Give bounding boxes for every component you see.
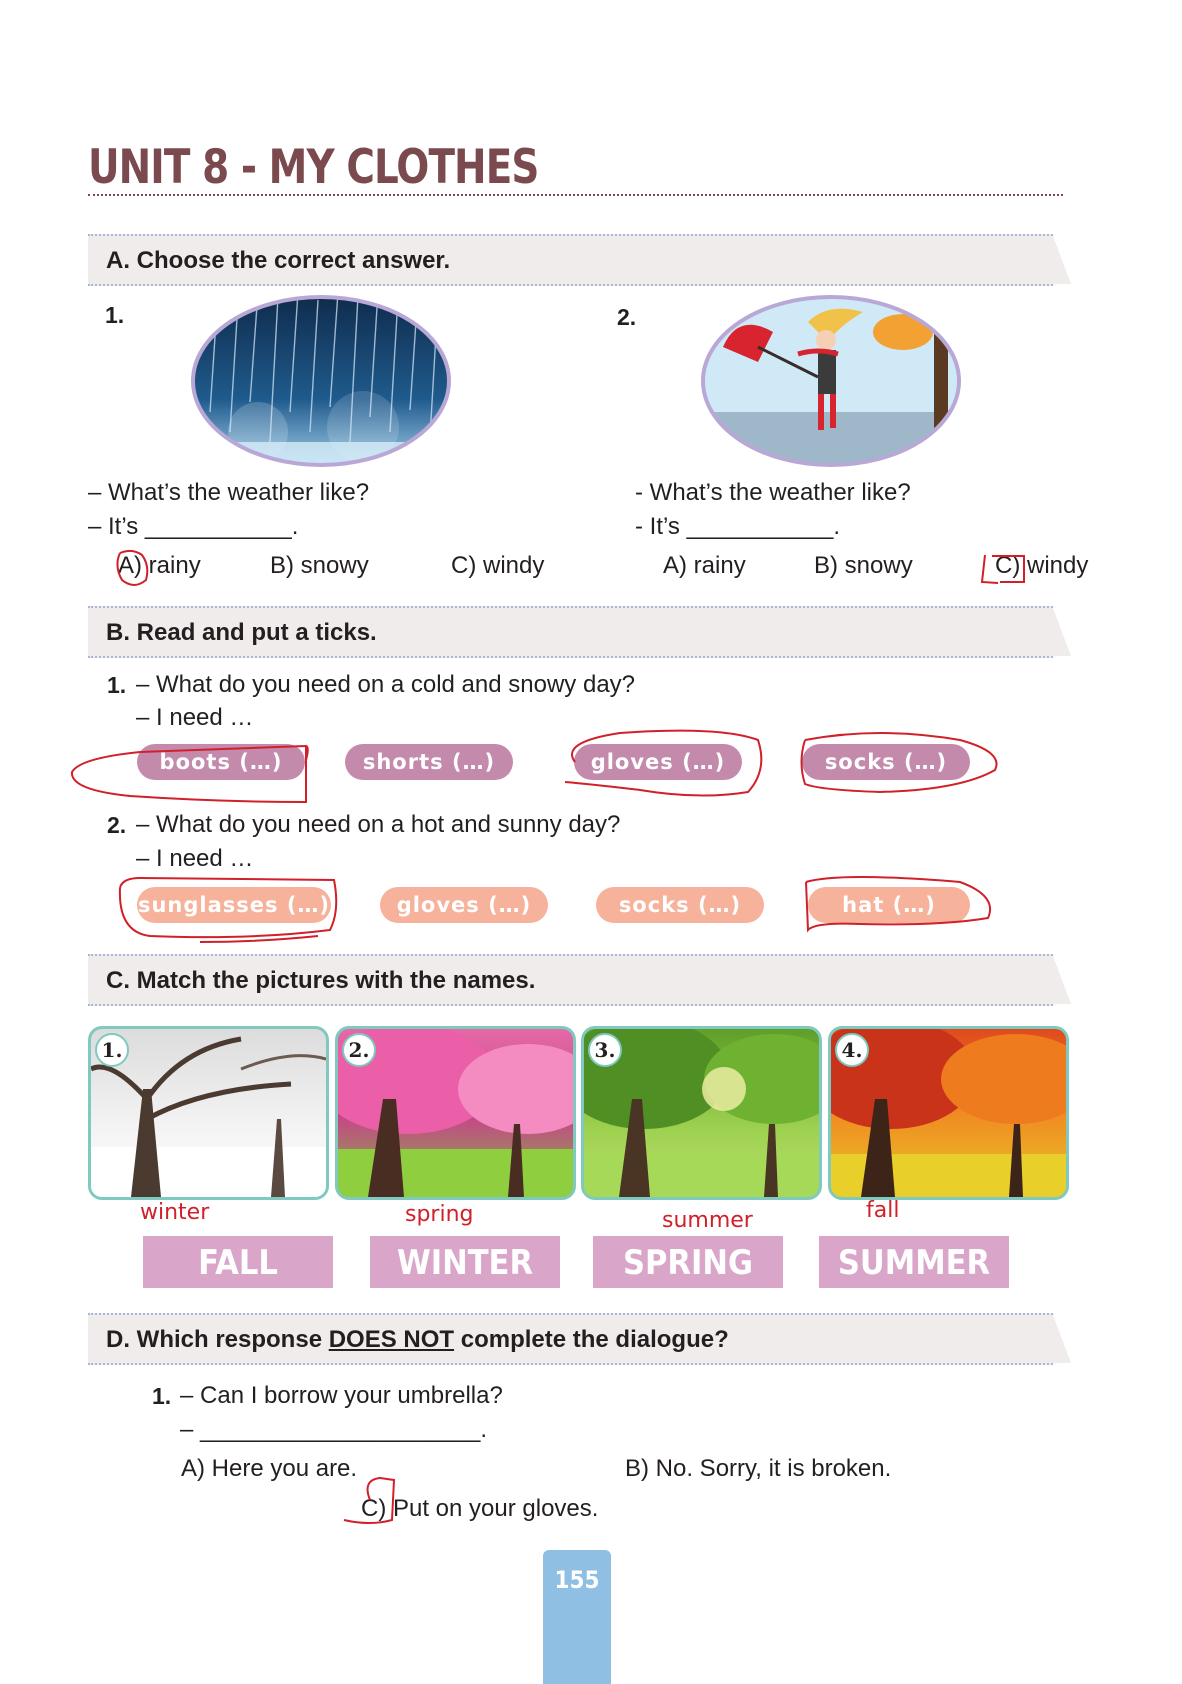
question-a1-text: – What’s the weather like?: [88, 479, 370, 506]
season-picture-fall: [828, 1026, 1069, 1200]
choice-sunglasses[interactable]: sunglasses (…): [137, 887, 331, 923]
d1-option-b[interactable]: B) No. Sorry, it is broken.: [625, 1455, 892, 1482]
picture-number-2: 2.: [342, 1033, 376, 1067]
choice-shorts[interactable]: shorts (…): [345, 744, 513, 780]
picture-number-3: 3.: [588, 1033, 622, 1067]
section-a-header: [88, 234, 1053, 286]
a2-option-b[interactable]: B) snowy: [814, 552, 913, 579]
season-name-winter[interactable]: WINTER: [370, 1236, 560, 1288]
question-d1-number: 1.: [152, 1383, 172, 1409]
question-b2-lead: – I need …: [136, 845, 254, 872]
question-a1-number: 1.: [105, 302, 125, 328]
question-b1-text: – What do you need on a cold and snowy day?: [136, 671, 636, 698]
d1-option-c[interactable]: C) Put on your gloves.: [361, 1495, 599, 1522]
handwritten-answer-4: fall: [866, 1198, 900, 1223]
section-b-heading: B. Read and put a ticks.: [106, 619, 377, 646]
season-picture-spring: [335, 1026, 576, 1200]
season-name-spring[interactable]: SPRING: [593, 1236, 783, 1288]
section-d-heading-emphasis: DOES NOT: [328, 1326, 455, 1353]
question-a2-answer-line: - It’s ___________.: [635, 513, 841, 540]
question-d1-text: – Can I borrow your umbrella?: [180, 1382, 503, 1409]
season-name-fall[interactable]: FALL: [143, 1236, 333, 1288]
question-a2-text: - What’s the weather like?: [635, 479, 911, 506]
a1-option-c[interactable]: C) windy: [451, 552, 545, 579]
section-c-heading: C. Match the pictures with the names.: [106, 967, 536, 994]
section-c-header: [88, 954, 1053, 1006]
a1-option-b[interactable]: B) snowy: [270, 552, 369, 579]
rainy-weather-picture: [188, 292, 454, 470]
season-picture-summer: [581, 1026, 822, 1200]
section-b-header: [88, 606, 1053, 658]
picture-number-4: 4.: [835, 1033, 869, 1067]
d1-option-a[interactable]: A) Here you are.: [181, 1455, 358, 1482]
handwritten-answer-3: summer: [662, 1208, 753, 1233]
choice-boots[interactable]: boots (…): [137, 744, 305, 780]
page-number: 155: [554, 1566, 600, 1594]
choice-hat[interactable]: hat (…): [808, 887, 970, 923]
handwritten-answer-2: spring: [405, 1202, 474, 1227]
a1-option-a[interactable]: A) rainy: [118, 552, 201, 579]
a2-option-a[interactable]: A) rainy: [663, 552, 746, 579]
choice-socks-cold[interactable]: socks (…): [802, 744, 970, 780]
choice-gloves-cold[interactable]: gloves (…): [574, 744, 742, 780]
unit-title: UNIT 8 - MY CLOTHES: [88, 140, 539, 195]
section-a-heading: A. Choose the correct answer.: [106, 247, 451, 274]
season-picture-winter: [88, 1026, 329, 1200]
choice-socks-hot[interactable]: socks (…): [596, 887, 764, 923]
picture-number-1: 1.: [95, 1033, 129, 1067]
question-b2-text: – What do you need on a hot and sunny day?: [136, 811, 621, 838]
windy-weather-picture: [698, 292, 964, 470]
season-name-summer[interactable]: SUMMER: [819, 1236, 1009, 1288]
title-divider: [88, 194, 1063, 196]
section-d-header: [88, 1313, 1053, 1365]
question-d1-blank: – _____________________.: [180, 1416, 487, 1443]
question-a2-number: 2.: [617, 304, 637, 330]
section-d-heading-pre: D. Which response: [106, 1326, 329, 1353]
question-b1-lead: – I need …: [136, 704, 254, 731]
choice-gloves-hot[interactable]: gloves (…): [380, 887, 548, 923]
section-d-heading-post: complete the dialogue?: [454, 1326, 729, 1353]
a2-option-c[interactable]: C) windy: [995, 552, 1089, 579]
question-b2-number: 2.: [107, 812, 127, 838]
section-d-heading: [106, 1326, 729, 1354]
handwritten-answer-1: winter: [140, 1200, 210, 1225]
question-b1-number: 1.: [107, 672, 127, 698]
question-a1-answer-line: – It’s ___________.: [88, 513, 299, 540]
